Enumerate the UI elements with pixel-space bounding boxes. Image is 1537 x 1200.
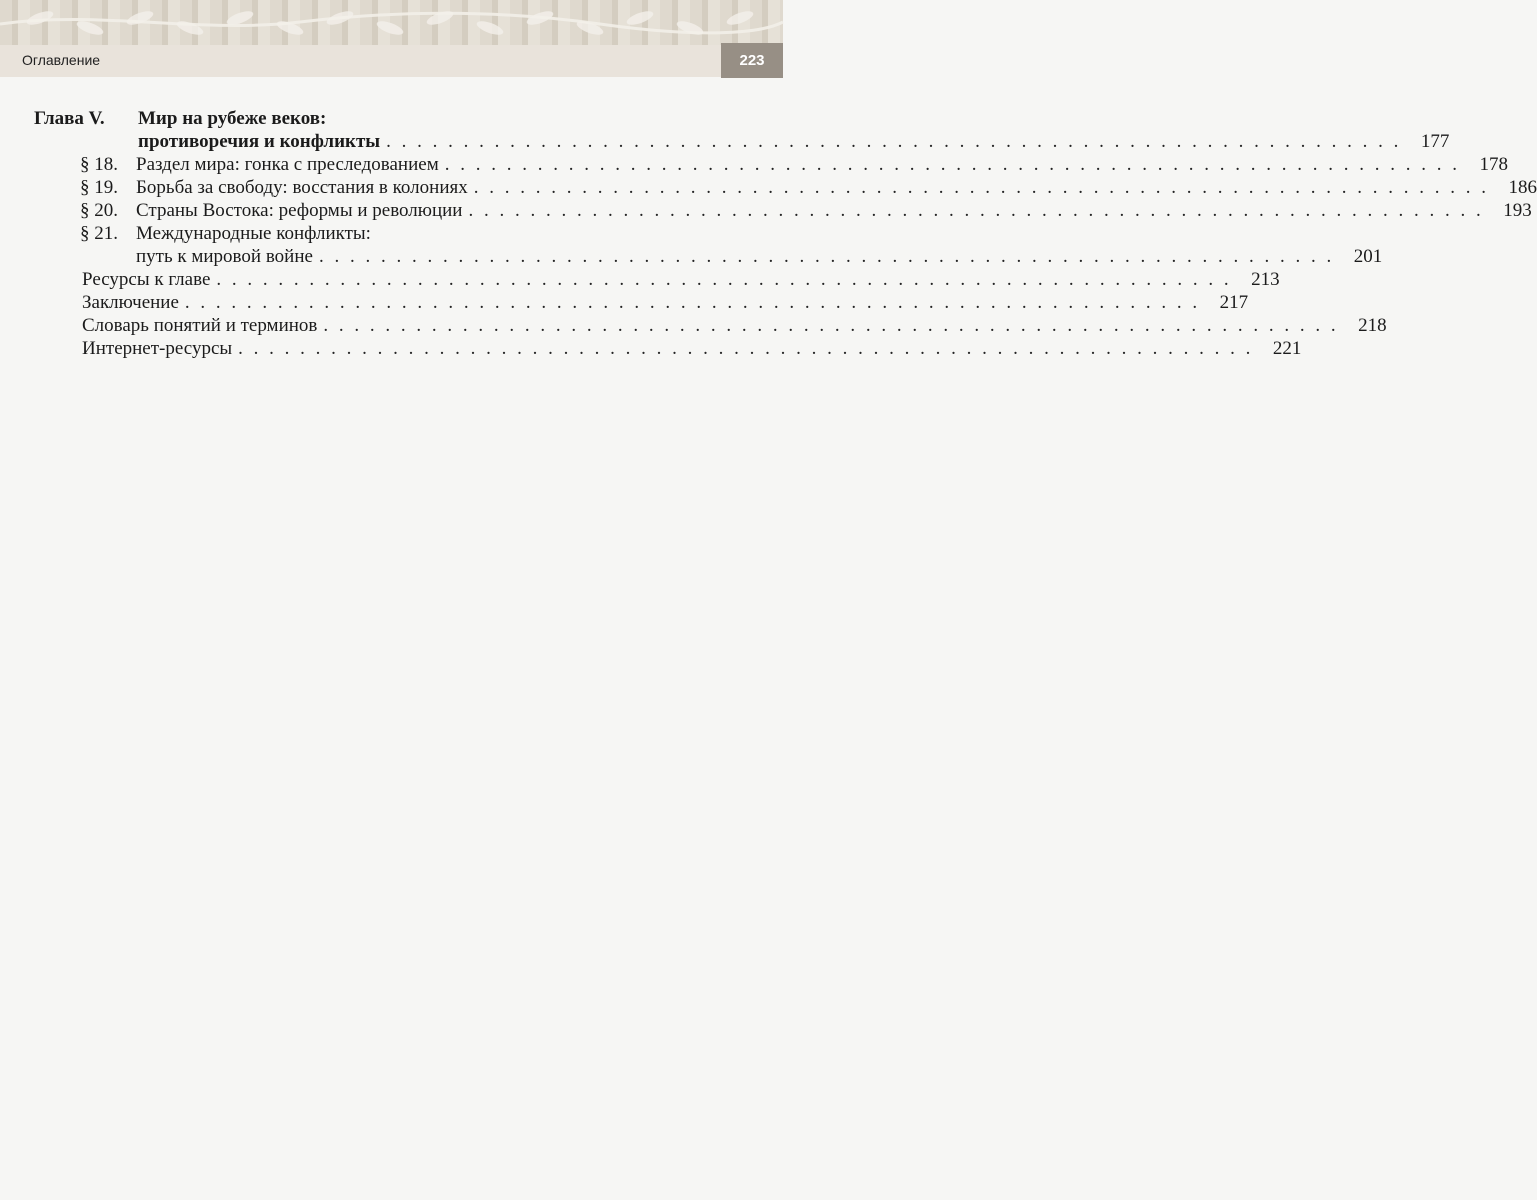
toc-internet-resources (82, 338, 1302, 360)
chapter-page: 177 (1420, 131, 1450, 152)
chapter-title-line1: Мир на рубеже веков: (138, 108, 327, 129)
leader-dots: . . . . . . . . . . . . . . . . . . . . . . . . . . . . . . . . . . . . . . . . . . . . . . . . . . . . . . . . . . . . . . . . . . (318, 246, 1335, 267)
leader-dots: . . . . . . . . . . . . . . . . . . . . . . . . . . . . . . . . . . . . . . . . . . . . . . . . . . . . . . . . . . . . . . . . . . (468, 200, 1484, 221)
entry-title: Интернет-ресурсы (82, 338, 233, 359)
entry-title: Заключение (82, 292, 179, 313)
leader-dots: . . . . . . . . . . . . . . . . . . . . . . . . . . . . . . . . . . . . . . . . . . . . . . . . . . . . . . . . . . . . . . . . . . (323, 315, 1339, 336)
section-page: 186 (1508, 177, 1537, 198)
section-page: 193 (1503, 200, 1532, 221)
leader-dots: . . . . . . . . . . . . . . . . . . . . . . . . . . . . . . . . . . . . . . . . . . . . . . . . . . . . . . . . . . . . . . . . . . (444, 154, 1460, 175)
toc-section-18 (80, 154, 1508, 176)
toc-section-21-line1 (80, 223, 708, 245)
section-title-line2: путь к мировой войне (136, 246, 313, 267)
toc-section-21-line2 (136, 246, 1383, 268)
leader-dots: . . . . . . . . . . . . . . . . . . . . . . . . . . . . . . . . . . . . . . . . . . . . . . . . . . . . . . . . . . . . . . . . . . (386, 131, 1402, 152)
chapter-entry (138, 131, 1450, 153)
section-title: Раздел мира: гонка с преследованием (136, 154, 439, 175)
chapter-title-line2: противоречия и конфликты (138, 131, 381, 152)
entry-page: 213 (1251, 269, 1280, 290)
chapter-label: Глава V. (34, 108, 105, 129)
toc-resources (82, 269, 1280, 291)
leader-dots: . . . . . . . . . . . . . . . . . . . . . . . . . . . . . . . . . . . . . . . . . . . . . . . . . . . . . . . . . . . . . . . . . . (184, 292, 1201, 313)
section-page: 178 (1479, 154, 1508, 175)
toc-glossary (82, 315, 1387, 337)
page-number: 223 (721, 43, 783, 78)
toc-section-19 (80, 177, 1537, 199)
entry-page: 218 (1358, 315, 1387, 336)
entry-title: Ресурсы к главе (82, 269, 211, 290)
entry-page: 217 (1219, 292, 1249, 313)
section-number: § 18. (80, 154, 118, 175)
entry-title: Словарь понятий и терминов (82, 315, 318, 336)
leader-dots: . . . . . . . . . . . . . . . . . . . . . . . . . . . . . . . . . . . . . . . . . . . . . . . . . . . . . . . . . . . . . . . . . . (473, 177, 1489, 198)
section-title: Борьба за свободу: восстания в колониях (136, 177, 468, 198)
leader-dots: . . . . . . . . . . . . . . . . . . . . . . . . . . . . . . . . . . . . . . . . . . . . . . . . . . . . . . . . . . . . . . . . . . (238, 338, 1254, 359)
toc-section-20 (80, 200, 1532, 222)
section-title: Страны Востока: реформы и революции (136, 200, 463, 221)
entry-page: 221 (1272, 338, 1302, 359)
leader-dots: . . . . . . . . . . . . . . . . . . . . . . . . . . . . . . . . . . . . . . . . . . . . . . . . . . . . . . . . . . . . . . . . . . (216, 269, 1232, 290)
toc-conclusion (82, 292, 1249, 314)
section-number: § 21. (80, 223, 118, 244)
section-page: 201 (1353, 246, 1383, 267)
section-title-line1: Международные конфликты: (136, 223, 371, 244)
section-number: § 19. (80, 177, 118, 198)
header-title: Оглавление (22, 52, 101, 68)
section-number: § 20. (80, 200, 118, 221)
